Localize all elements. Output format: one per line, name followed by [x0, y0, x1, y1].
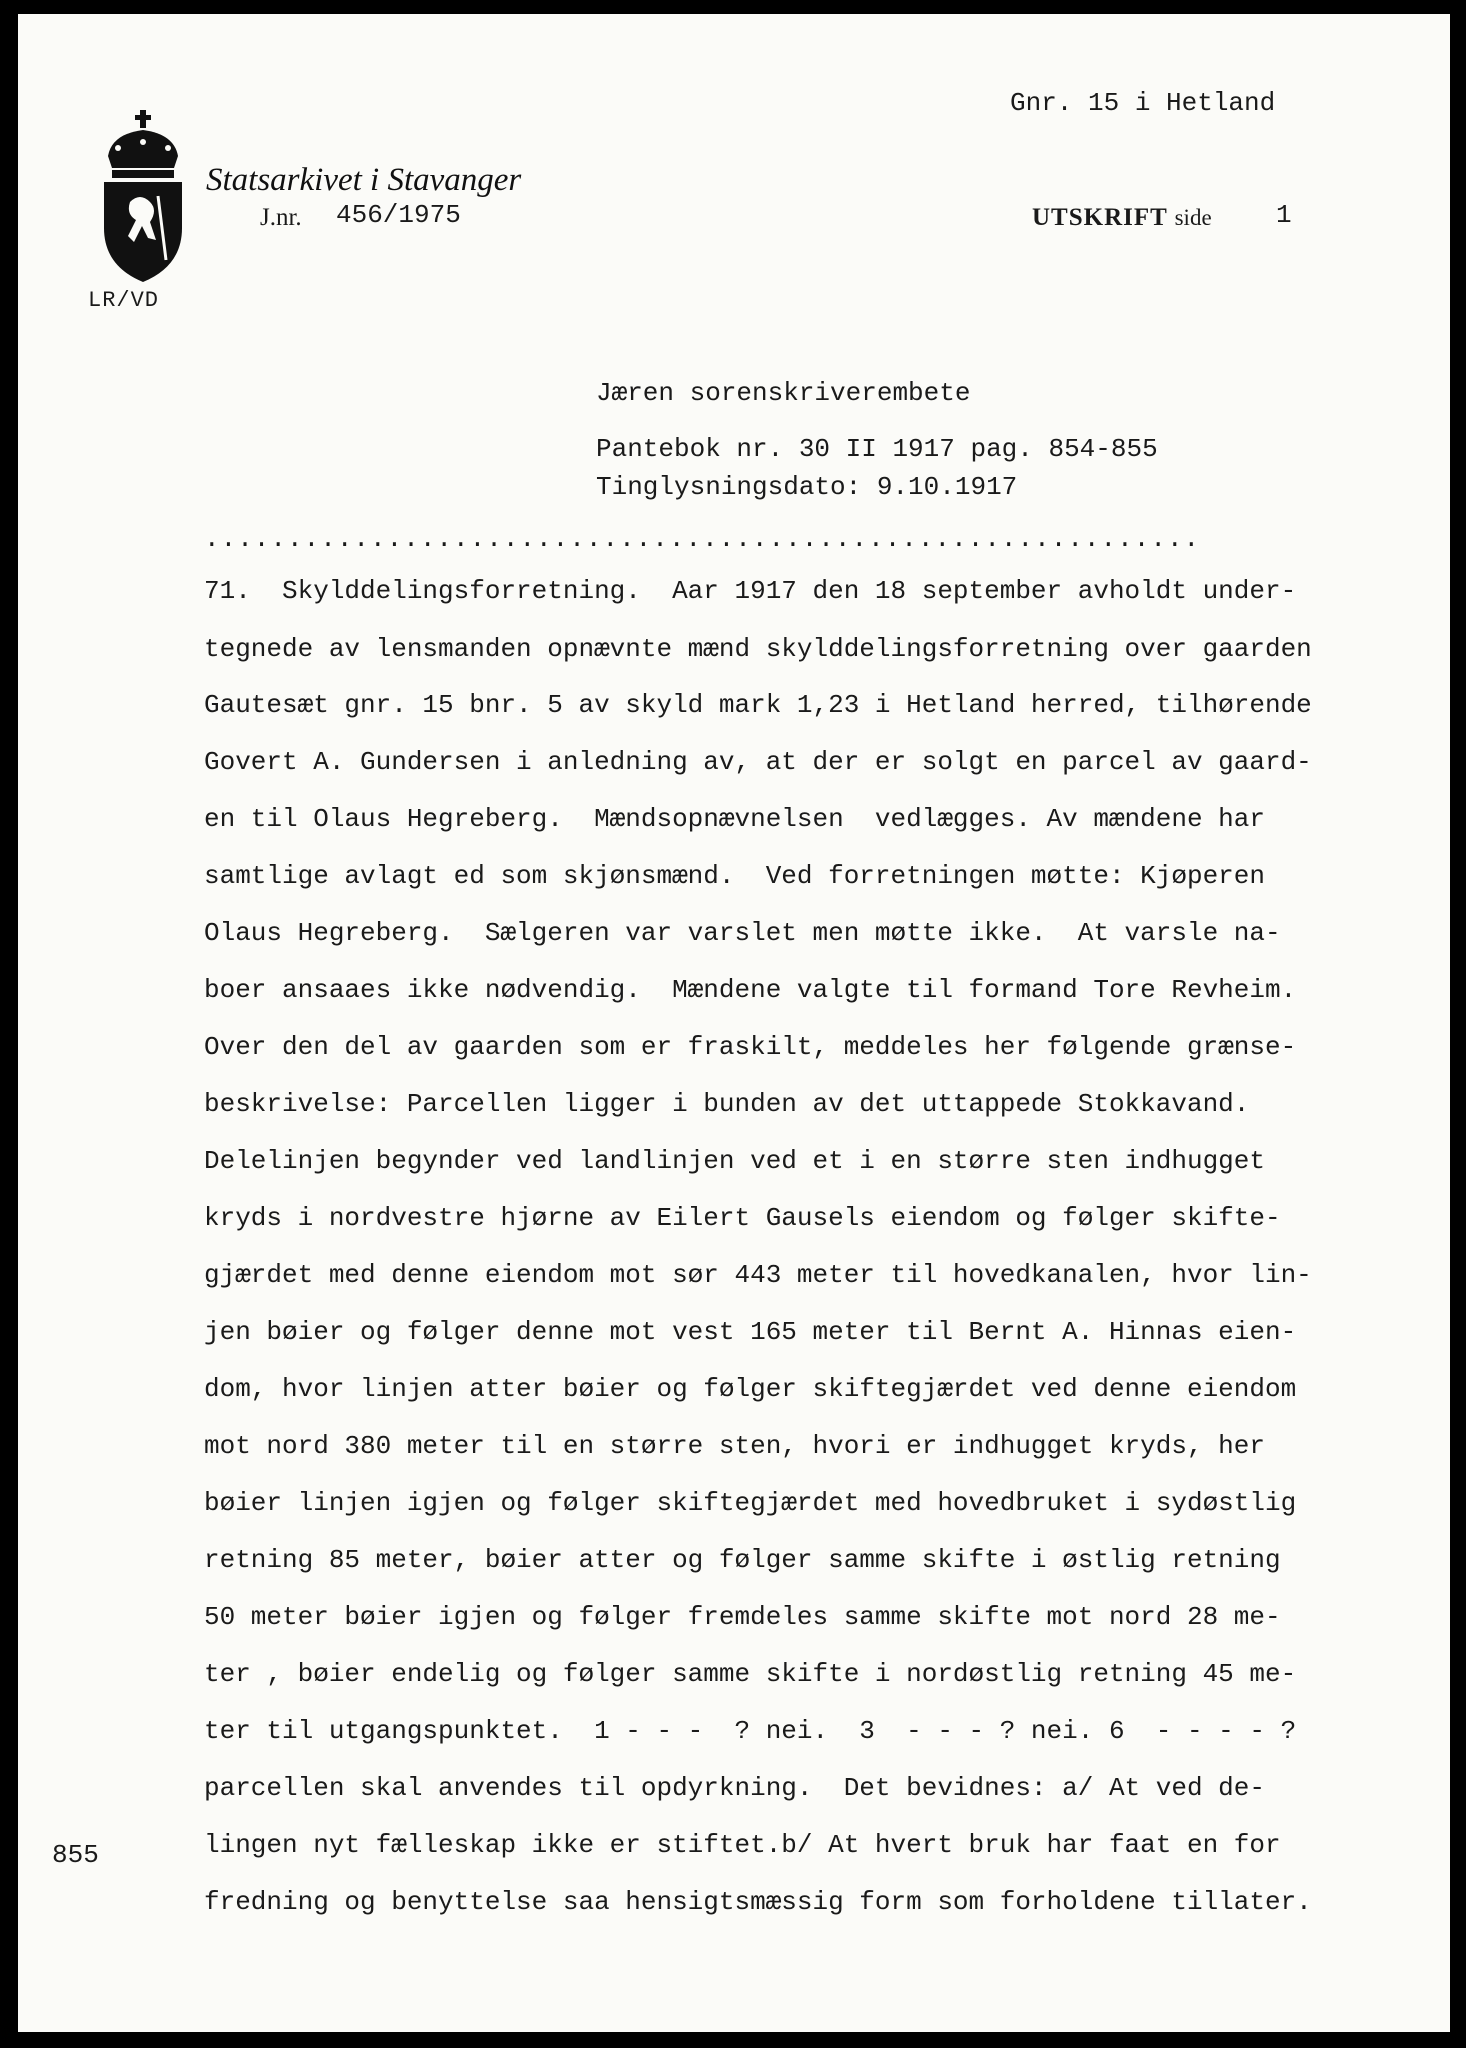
text-line: Govert A. Gundersen i anledning av, at der er solgt en parcel av gaard-: [204, 747, 1312, 777]
text-line: fredning og benyttelse saa hensigtsmæssig form som forholdene tillater.: [204, 1887, 1312, 1917]
text-line: Delelinjen begynder ved landlinjen ved et i en større sten indhugget: [204, 1146, 1265, 1176]
journal-number-label: J.nr.: [260, 204, 302, 231]
text-line: en til Olaus Hegreberg. Mændsopnævnelsen vedlægges. Av mændene har: [204, 804, 1265, 834]
registration-date: Tinglysningsdato: 9.10.1917: [596, 472, 1018, 502]
text-line: samtlige avlagt ed som skjønsmænd. Ved forretningen møtte: Kjøperen: [204, 861, 1265, 891]
text-line: gjærdet med denne eiendom mot sør 443 meter til hovedkanalen, hvor lin-: [204, 1260, 1312, 1290]
utskrift-heading: [1032, 204, 1212, 232]
pantebok-reference: Pantebok nr. 30 II 1917 pag. 854-855: [596, 434, 1158, 464]
text-line: Olaus Hegreberg. Sælgeren var varslet men møtte ikke. At varsle na-: [204, 918, 1281, 948]
text-line: bøier linjen igjen og følger skiftegjærdet med hovedbruket i sydøstlig: [204, 1488, 1297, 1518]
norwegian-coat-of-arms-icon: [98, 110, 188, 285]
text-line: boer ansaaes ikke nødvendig. Mændene valgte til formand Tore Revheim.: [204, 975, 1297, 1005]
court-office: Jæren sorenskriverembete: [596, 378, 971, 408]
text-line: jen bøier og følger denne mot vest 165 meter til Bernt A. Hinnas eien-: [204, 1317, 1297, 1347]
text-line: retning 85 meter, bøier atter og følger samme skifte i østlig retning: [204, 1545, 1281, 1575]
text-line: kryds i nordvestre hjørne av Eilert Gausels eiendom og følger skifte-: [204, 1203, 1281, 1233]
initials: LR/VD: [88, 288, 160, 313]
text-line: tegnede av lensmanden opnævnte mænd skylddelingsforretning over gaarden: [204, 634, 1312, 664]
text-line: ter , bøier endelig og følger samme skifte i nordøstlig retning 45 me-: [204, 1659, 1297, 1689]
archive-name: Statsarkivet i Stavanger: [206, 162, 522, 198]
utskrift-label: UTSKRIFT: [1032, 204, 1168, 231]
document-page: [18, 14, 1450, 2032]
page-number: 1: [1276, 200, 1292, 230]
text-line: Over den del av gaarden som er fraskilt, meddeles her følgende grænse-: [204, 1032, 1297, 1062]
text-line: 50 meter bøier igjen og følger fremdeles samme skifte mot nord 28 me-: [204, 1602, 1281, 1632]
text-line: mot nord 380 meter til en større sten, hvori er indhugget kryds, her: [204, 1431, 1265, 1461]
text-line: dom, hvor linjen atter bøier og følger skiftegjærdet ved denne eiendom: [204, 1374, 1297, 1404]
text-line: beskrivelse: Parcellen ligger i bunden av det uttappede Stokkavand.: [204, 1089, 1250, 1119]
text-line: 71. Skylddelingsforretning. Aar 1917 den 18 september avholdt under-: [204, 576, 1297, 606]
dotted-separator: ............................................................: [204, 524, 1201, 554]
text-line: ter til utgangspunktet. 1 - - - ? nei. 3 - - - ? nei. 6 - - - - ?: [204, 1716, 1297, 1746]
text-line: Gautesæt gnr. 15 bnr. 5 av skyld mark 1,23 i Hetland herred, tilhørende: [204, 690, 1312, 720]
margin-page-reference: 855: [52, 1840, 99, 1870]
text-line: parcellen skal anvendes til opdyrkning. Det bevidnes: a/ At ved de-: [204, 1773, 1265, 1803]
side-label: side: [1174, 205, 1212, 230]
journal-number-value: 456/1975: [336, 200, 461, 230]
farm-number: Gnr. 15 i Hetland: [1010, 88, 1276, 118]
text-line: lingen nyt fælleskap ikke er stiftet.b/ At hvert bruk har faat en for: [204, 1830, 1281, 1860]
